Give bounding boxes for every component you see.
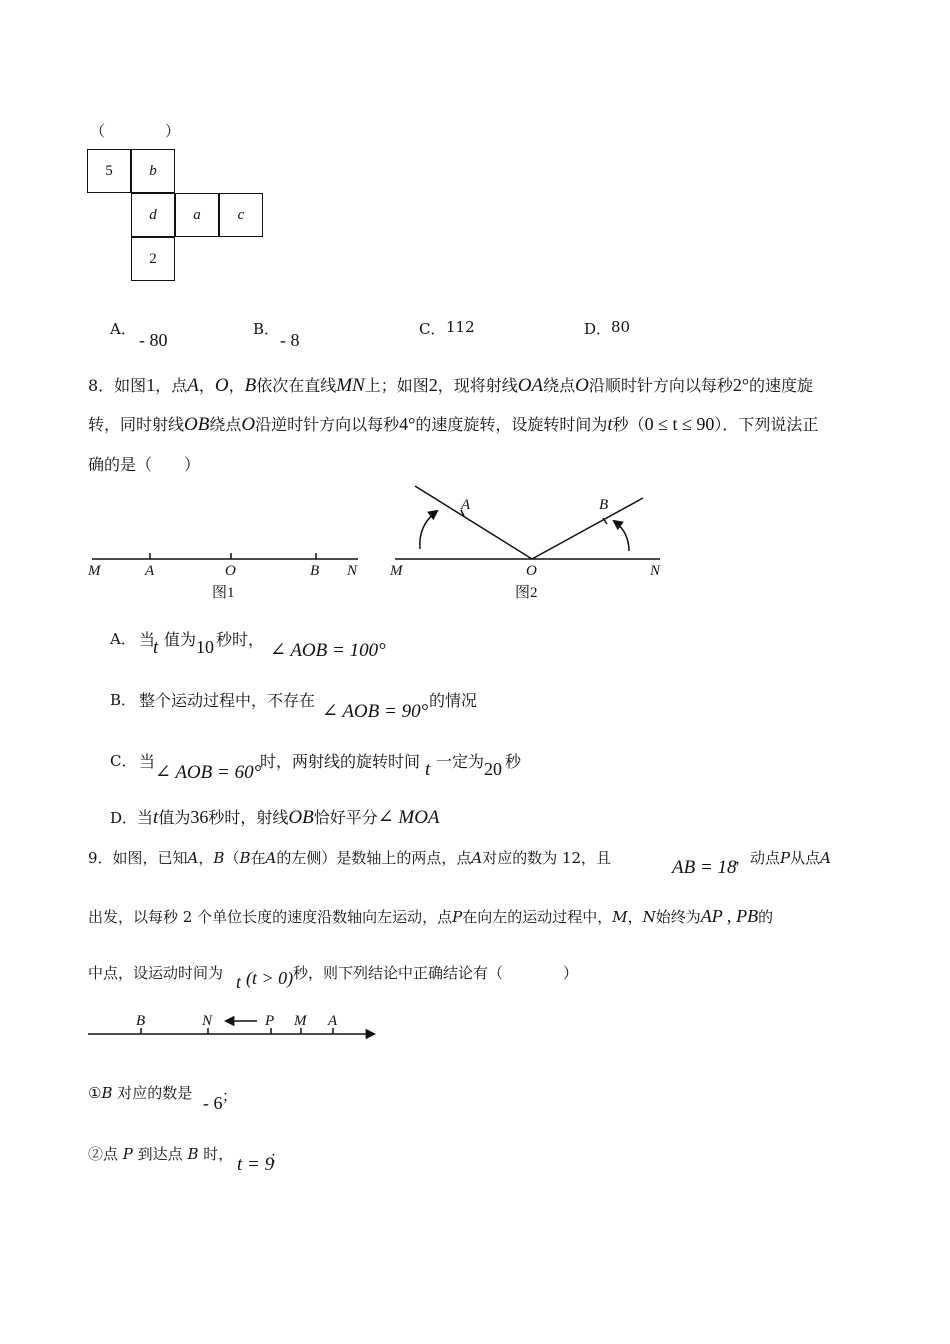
q9-statement-1: ①B 对应的数是 — [88, 1084, 193, 1102]
q8-stem-line3: 确的是（ ） — [88, 455, 201, 474]
q8-option-c-text2: 时，两射线的旋转时间 — [260, 752, 421, 771]
net-cell-6: 2 — [131, 237, 175, 281]
q8-option-c-text4: 秒 — [505, 752, 522, 771]
q8-option-b-text: 整个运动过程中，不存在 — [139, 691, 316, 710]
q7-option-c-value: 112 — [446, 318, 475, 336]
q8-option-b-text2: 的情况 — [429, 691, 478, 710]
q9-time-condition: (t > 0) — [246, 968, 294, 988]
figure-1-line — [92, 553, 358, 559]
q7-option-b-letter[interactable]: B． — [253, 320, 280, 338]
q9-statement-1-end: ； — [222, 1087, 238, 1105]
fig1-label-b: B — [310, 563, 320, 579]
q8-option-a-text2: 值为 — [164, 630, 197, 649]
q8-option-c-text3: 一定为 — [436, 752, 485, 771]
net-cell-2: b — [131, 149, 175, 193]
q9-stem-line2: 出发，以每秒 2 个单位长度的速度沿数轴向左运动，点P在向左的运动过程中，M，N始终为AP , PB的 — [88, 906, 774, 926]
fig1-caption: 图1 — [212, 585, 235, 601]
q7-option-b-value: - 8 — [280, 330, 300, 350]
net-cell-5: c — [219, 193, 263, 237]
fig1-label-a: A — [145, 563, 155, 579]
q8-option-c-t: t — [425, 759, 431, 780]
q8-option-c-letter[interactable]: C． — [110, 752, 137, 770]
axis-label-b: B — [136, 1013, 146, 1029]
q9-statement-2-end: ； — [270, 1148, 286, 1166]
q9-stem-line3a: 中点，设运动时间为 — [88, 964, 224, 982]
q8-option-b-letter[interactable]: B． — [110, 691, 137, 709]
q9-statement-2-equation: t = 9 — [237, 1154, 275, 1175]
q8-option-c-equation: ∠ AOB = 60° — [155, 762, 262, 783]
fig2-caption: 图2 — [515, 585, 538, 601]
q8-option-b-equation: ∠ AOB = 90° — [322, 701, 429, 722]
q8-stem-line2: 转，同时射线OB绕点O沿逆时针方向以每秒4°的速度旋转，设旋转时间为t秒（0 ≤ t ≤ 90）．下列说法正 — [88, 414, 819, 435]
net-cell-1: 5 — [87, 149, 131, 193]
q8-option-a-equation: ∠ AOB = 100° — [270, 640, 386, 661]
q9-ab-equation: AB = 18 — [672, 857, 737, 878]
q8-option-d[interactable]: D．当t值为36秒时，射线OB恰好平分∠ MOA — [110, 807, 440, 828]
q8-stem-line1: 8．如图1，点A，O，B依次在直线MN上；如图2，现将射线OA绕点O沿顺时针方向以每秒2°的速度旋 — [88, 375, 814, 396]
q8-option-c-text: 当 — [139, 752, 156, 771]
axis-label-p: P — [265, 1013, 275, 1029]
axis-label-a: A — [328, 1013, 338, 1029]
fig1-label-n: N — [347, 563, 358, 579]
q9-stem-line1: 9．如图，已知A，B（B在A的左侧）是数轴上的两点，点A对应的数为 12，且 — [88, 849, 612, 867]
q8-option-a-letter[interactable]: A． — [110, 630, 136, 648]
q7-option-d-value: 80 — [611, 318, 631, 336]
q8-option-c-number: 20 — [484, 759, 502, 779]
q9-stem-line3b: 秒，则下列结论中正确结论有（ ） — [293, 964, 579, 982]
q9-statement-2: ②点 P 到达点 B 时， — [88, 1145, 234, 1163]
q8-option-a-text3: 秒时， — [216, 630, 265, 649]
q7-option-a-letter[interactable]: A． — [110, 320, 136, 338]
fig1-label-m: M — [88, 563, 101, 579]
net-cell-3: d — [131, 193, 175, 237]
fig2-label-o: O — [526, 563, 537, 579]
q7-option-a-value: - 80 — [139, 330, 168, 350]
fig2-label-a: A — [461, 497, 471, 513]
q9-statement-1-value: - 6 — [203, 1093, 223, 1113]
q8-option-d-letter[interactable]: D． — [110, 809, 138, 827]
q7-answer-paren: （ ） — [90, 122, 181, 140]
fig2-label-n: N — [650, 563, 661, 579]
q7-option-c-letter[interactable]: C． — [419, 320, 446, 338]
fig1-label-o: O — [225, 563, 236, 579]
q9-stem-line1-end: ，动点P从点A — [735, 849, 831, 867]
figure-2-rays — [395, 486, 660, 559]
q9-time-variable: t — [236, 972, 242, 992]
axis-label-m: M — [294, 1013, 307, 1029]
q8-option-a-t: t — [153, 637, 159, 658]
q8-option-a-text: 当 — [139, 630, 156, 649]
axis-label-n: N — [202, 1013, 213, 1029]
fig2-label-m: M — [390, 563, 403, 579]
q8-option-a-number: 10 — [196, 637, 214, 657]
q7-option-d-letter[interactable]: D． — [584, 320, 612, 338]
net-cell-4: a — [175, 193, 219, 237]
fig2-label-b: B — [599, 497, 609, 513]
